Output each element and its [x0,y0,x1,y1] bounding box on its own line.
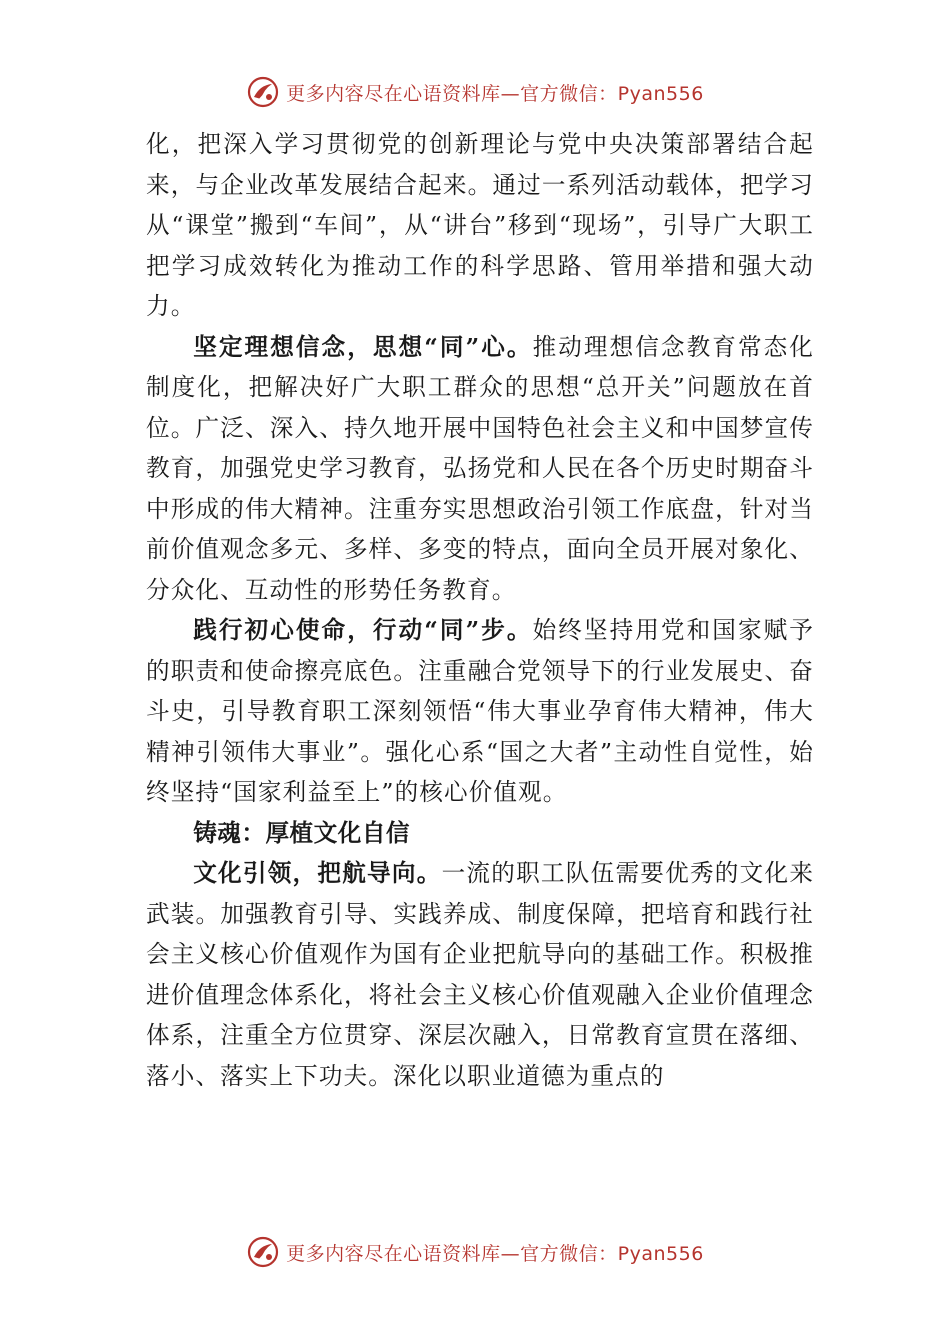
paragraph-4-lead: 文化引领，把航导向。 [193,859,442,887]
brand-logo-icon [246,75,280,109]
document-body [146,124,814,1096]
section-heading: 铸魂：厚植文化自信 [193,818,411,847]
paragraph-2-lead: 坚定理想信念，思想“同”心。 [193,332,533,361]
paragraph-4 [146,853,814,1096]
paragraph-3-text: 始终坚持用党和国家赋予的职责和使命擦亮底色。注重融合党领导下的行业发展史、奋斗史，引导教育职工深刻领悟“伟大事业孕育伟大精神，伟大精神引领伟大事业”。强化心系“国之大者”主动性自觉性，始终坚持“国家利益至上”的核心价值观。 [146,616,814,806]
paragraph-2 [146,327,814,611]
paragraph-2-text: 推动理想信念教育常态化制度化，把解决好广大职工群众的思想“总开关”问题放在首位。广泛、深入、持久地开展中国特色社会主义和中国梦宣传教育，加强党史学习教育，弘扬党和人民在各个历史时期奋斗中形成的伟大精神。注重夯实思想政治引领工作底盘，针对当前价值观念多元、多样、多变的特点，面向全员开展对象化、分众化、互动性的形势任务教育。 [146,332,814,604]
paragraph-1: 化，把深入学习贯彻党的创新理论与党中央决策部署结合起来，与企业改革发展结合起来。通过一系列活动载体，把学习从“课堂”搬到“车间”，从“讲台”移到“现场”，引导广大职工把学习成效转化为推动工作的科学思路、管用举措和强大动力。 [146,130,814,320]
brand-logo-icon [246,1235,280,1269]
header-watermark [0,72,950,112]
paragraph-3-lead: 践行初心使命，行动“同”步。 [193,616,533,644]
watermark-text: 更多内容尽在心语资料库—官方微信：Pyan556 [286,1242,704,1265]
footer-watermark [0,1232,950,1272]
paragraph-3 [146,610,814,813]
paragraph-4-text: 一流的职工队伍需要优秀的文化来武装。加强教育引导、实践养成、制度保障，把培育和践行社会主义核心价值观作为国有企业把航导向的基础工作。积极推进价值理念体系化，将社会主义核心价值观融入企业价值理念体系，注重全方位贯穿、深层次融入，日常教育宣贯在落细、落小、落实上下功夫。深化以职业道德为重点的 [146,859,815,1090]
watermark-text: 更多内容尽在心语资料库—官方微信：Pyan556 [286,82,704,105]
